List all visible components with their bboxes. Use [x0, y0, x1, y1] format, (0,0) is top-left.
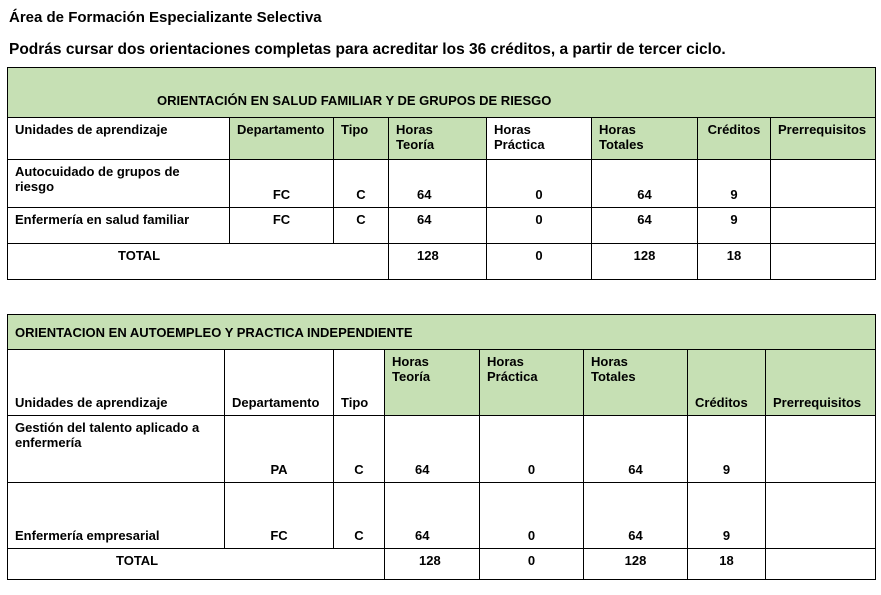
cell-practica: 0 [487, 208, 592, 244]
cell-departamento: FC [225, 483, 334, 549]
header-horas-practica-line1: Horas [487, 354, 524, 369]
cell-totales: 64 [584, 416, 688, 483]
cell-prerrequisitos [766, 416, 876, 483]
cell-teoria: 64 [389, 160, 487, 208]
header-horas-teoria [385, 350, 480, 416]
cell-departamento: FC [230, 160, 334, 208]
header-tipo: Tipo [334, 350, 385, 416]
table-autoempleo [7, 314, 876, 580]
cell-unidad: Gestión del talento aplicado a enfermería [8, 416, 225, 483]
cell-totales: 64 [592, 160, 698, 208]
header-unidades: Unidades de aprendizaje [8, 118, 230, 160]
total-label: TOTAL [8, 244, 389, 280]
cell-creditos: 9 [688, 416, 766, 483]
header-prerrequisitos: Prerrequisitos [766, 350, 876, 416]
header-horas-totales-line1: Horas [591, 354, 628, 369]
total-teoria: 128 [385, 549, 480, 580]
total-row [8, 549, 876, 580]
header-horas-practica-line2: Práctica [494, 137, 545, 152]
cell-tipo: C [334, 208, 389, 244]
cell-creditos: 9 [698, 160, 771, 208]
header-horas-practica [480, 350, 584, 416]
header-horas-totales-line2: Totales [599, 137, 644, 152]
header-departamento: Departamento [225, 350, 334, 416]
cell-prerrequisitos [771, 208, 876, 244]
cell-tipo: C [334, 483, 385, 549]
header-prerrequisitos: Prerrequisitos [771, 118, 876, 160]
table-row [8, 160, 876, 208]
header-horas-practica-line2: Práctica [487, 369, 538, 384]
cell-unidad: Autocuidado de grupos de riesgo [8, 160, 230, 208]
cell-unidad: Enfermería en salud familiar [8, 208, 230, 244]
total-label: TOTAL [8, 549, 385, 580]
header-horas-totales [584, 350, 688, 416]
cell-creditos: 9 [688, 483, 766, 549]
header-horas-teoria-line2: Teoría [396, 137, 435, 152]
header-horas-teoria-line2: Teoría [392, 369, 431, 384]
cell-tipo: C [334, 416, 385, 483]
total-practica: 0 [487, 244, 592, 280]
cell-practica: 0 [487, 160, 592, 208]
header-creditos: Créditos [688, 350, 766, 416]
cell-prerrequisitos [766, 483, 876, 549]
total-creditos: 18 [688, 549, 766, 580]
total-teoria: 128 [389, 244, 487, 280]
cell-tipo: C [334, 160, 389, 208]
table-row [8, 416, 876, 483]
cell-totales: 64 [592, 208, 698, 244]
table-salud-familiar [7, 67, 876, 280]
total-prerrequisitos [766, 549, 876, 580]
header-horas-teoria-line1: Horas [392, 354, 429, 369]
total-creditos: 18 [698, 244, 771, 280]
cell-unidad: Enfermería empresarial [8, 483, 225, 549]
header-horas-totales [592, 118, 698, 160]
header-horas-teoria-line1: Horas [396, 122, 433, 137]
section-title: ORIENTACION EN AUTOEMPLEO Y PRACTICA INDEPENDIENTE [8, 315, 876, 350]
header-horas-practica-line1: Horas [494, 122, 531, 137]
cell-teoria: 64 [385, 416, 480, 483]
cell-practica: 0 [480, 416, 584, 483]
total-totales: 128 [592, 244, 698, 280]
cell-departamento: FC [230, 208, 334, 244]
cell-totales: 64 [584, 483, 688, 549]
header-horas-totales-line2: Totales [591, 369, 636, 384]
header-creditos: Créditos [698, 118, 771, 160]
header-horas-teoria [389, 118, 487, 160]
table-row [8, 483, 876, 549]
header-tipo: Tipo [334, 118, 389, 160]
cell-practica: 0 [480, 483, 584, 549]
section-title: ORIENTACIÓN EN SALUD FAMILIAR Y DE GRUPOS DE RIESGO [8, 68, 876, 118]
document-title: Área de Formación Especializante Selectiva [9, 9, 322, 26]
cell-prerrequisitos [771, 160, 876, 208]
cell-creditos: 9 [698, 208, 771, 244]
total-row [8, 244, 876, 280]
total-practica: 0 [480, 549, 584, 580]
table-row [8, 208, 876, 244]
header-departamento: Departamento [230, 118, 334, 160]
total-totales: 128 [584, 549, 688, 580]
total-prerrequisitos [771, 244, 876, 280]
cell-departamento: PA [225, 416, 334, 483]
header-horas-practica [487, 118, 592, 160]
header-unidades: Unidades de aprendizaje [8, 350, 225, 416]
header-horas-totales-line1: Horas [599, 122, 636, 137]
cell-teoria: 64 [389, 208, 487, 244]
cell-teoria: 64 [385, 483, 480, 549]
document-subtitle: Podrás cursar dos orientaciones completas para acreditar los 36 créditos, a partir de tercer ciclo. [9, 41, 726, 58]
